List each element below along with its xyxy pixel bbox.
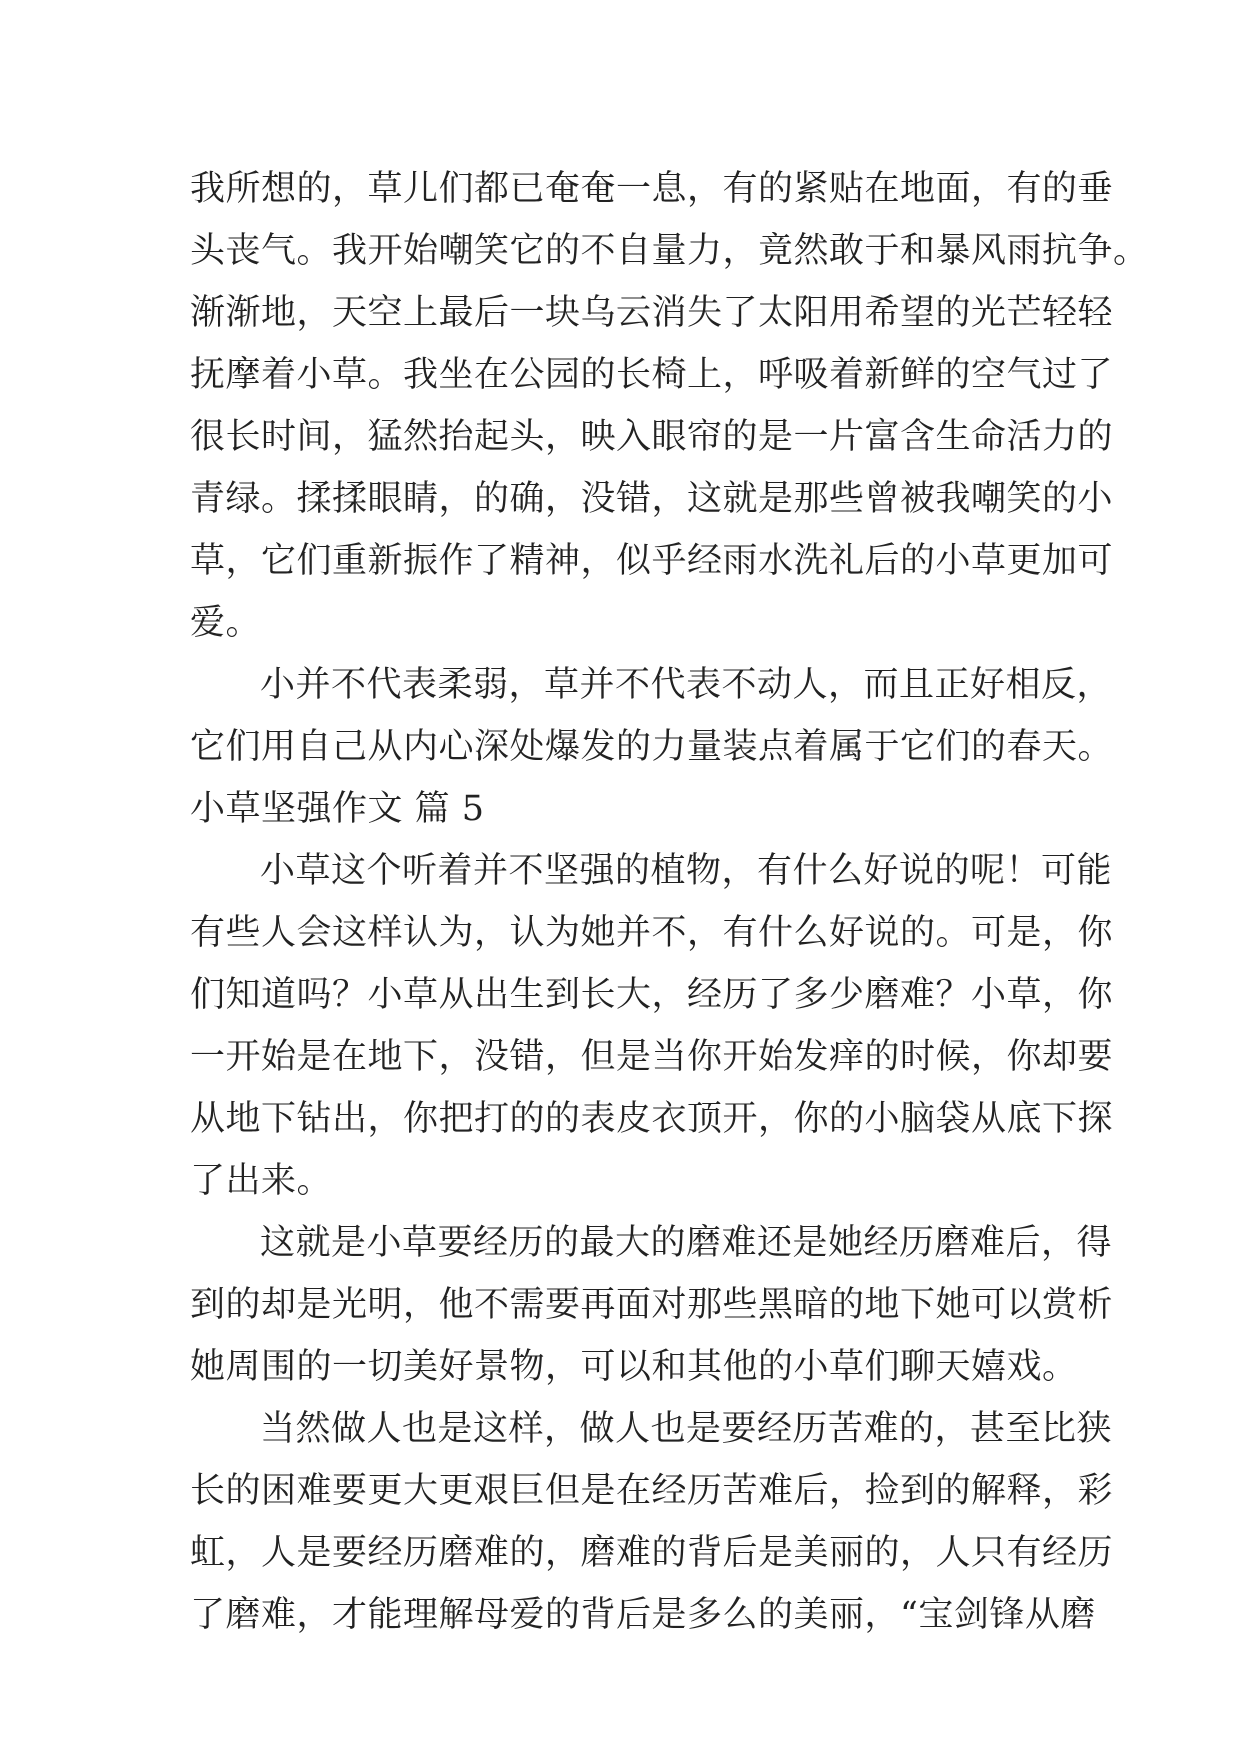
text-line: 我所想的，草儿们都已奄奄一息，有的紧贴在地面，有的垂 — [190, 169, 1114, 209]
text-line: 渐渐地，天空上最后一块乌云消失了太阳用希望的光芒轻轻 — [190, 293, 1114, 333]
text-line: 了出来。 — [190, 1161, 333, 1201]
text-line: 小并不代表柔弱，草并不代表不动人，而且正好相反， — [260, 665, 1113, 705]
text-line: 了磨难，才能理解母爱的背后是多么的美丽，“宝剑锋从磨 — [190, 1595, 1096, 1635]
text-line: 有些人会这样认为，认为她并不，有什么好说的。可是，你 — [190, 913, 1114, 953]
text-line: 这就是小草要经历的最大的磨难还是她经历磨难后，得 — [260, 1223, 1113, 1263]
text-line: 长的困难要更大更艰巨但是在经历苦难后，捡到的解释，彩 — [190, 1471, 1114, 1511]
text-line: 她周围的一切美好景物，可以和其他的小草们聊天嬉戏。 — [190, 1347, 1078, 1387]
text-line: 抚摩着小草。我坐在公园的长椅上，呼吸着新鲜的空气过了 — [190, 355, 1114, 395]
text-line: 一开始是在地下，没错，但是当你开始发痒的时候，你却要 — [190, 1037, 1114, 1077]
text-line: 头丧气。我开始嘲笑它的不自量力，竟然敢于和暴风雨抗争。 — [190, 231, 1149, 271]
text-line: 青绿。揉揉眼睛，的确，没错，这就是那些曾被我嘲笑的小 — [190, 479, 1114, 519]
text-line: 小草这个听着并不坚强的植物，有什么好说的呢！可能 — [260, 851, 1113, 891]
text-line: 很长时间，猛然抬起头，映入眼帘的是一片富含生命活力的 — [190, 417, 1114, 457]
text-line: 从地下钻出，你把打的的表皮衣顶开，你的小脑袋从底下探 — [190, 1099, 1114, 1139]
document-body — [190, 158, 1149, 1646]
text-line: 当然做人也是这样，做人也是要经历苦难的，甚至比狭 — [260, 1409, 1113, 1449]
text-line: 们知道吗？小草从出生到长大，经历了多少磨难？小草，你 — [190, 975, 1114, 1015]
text-line: 虹，人是要经历磨难的，磨难的背后是美丽的，人只有经历 — [190, 1533, 1114, 1573]
text-line: 草，它们重新振作了精神，似乎经雨水洗礼后的小草更加可 — [190, 541, 1114, 581]
text-line: 它们用自己从内心深处爆发的力量装点着属于它们的春天。 — [190, 727, 1114, 767]
text-line: 小草坚强作文 篇 5 — [190, 789, 485, 829]
text-line: 到的却是光明，他不需要再面对那些黑暗的地下她可以赏析 — [190, 1285, 1114, 1325]
text-line: 爱。 — [190, 603, 262, 643]
